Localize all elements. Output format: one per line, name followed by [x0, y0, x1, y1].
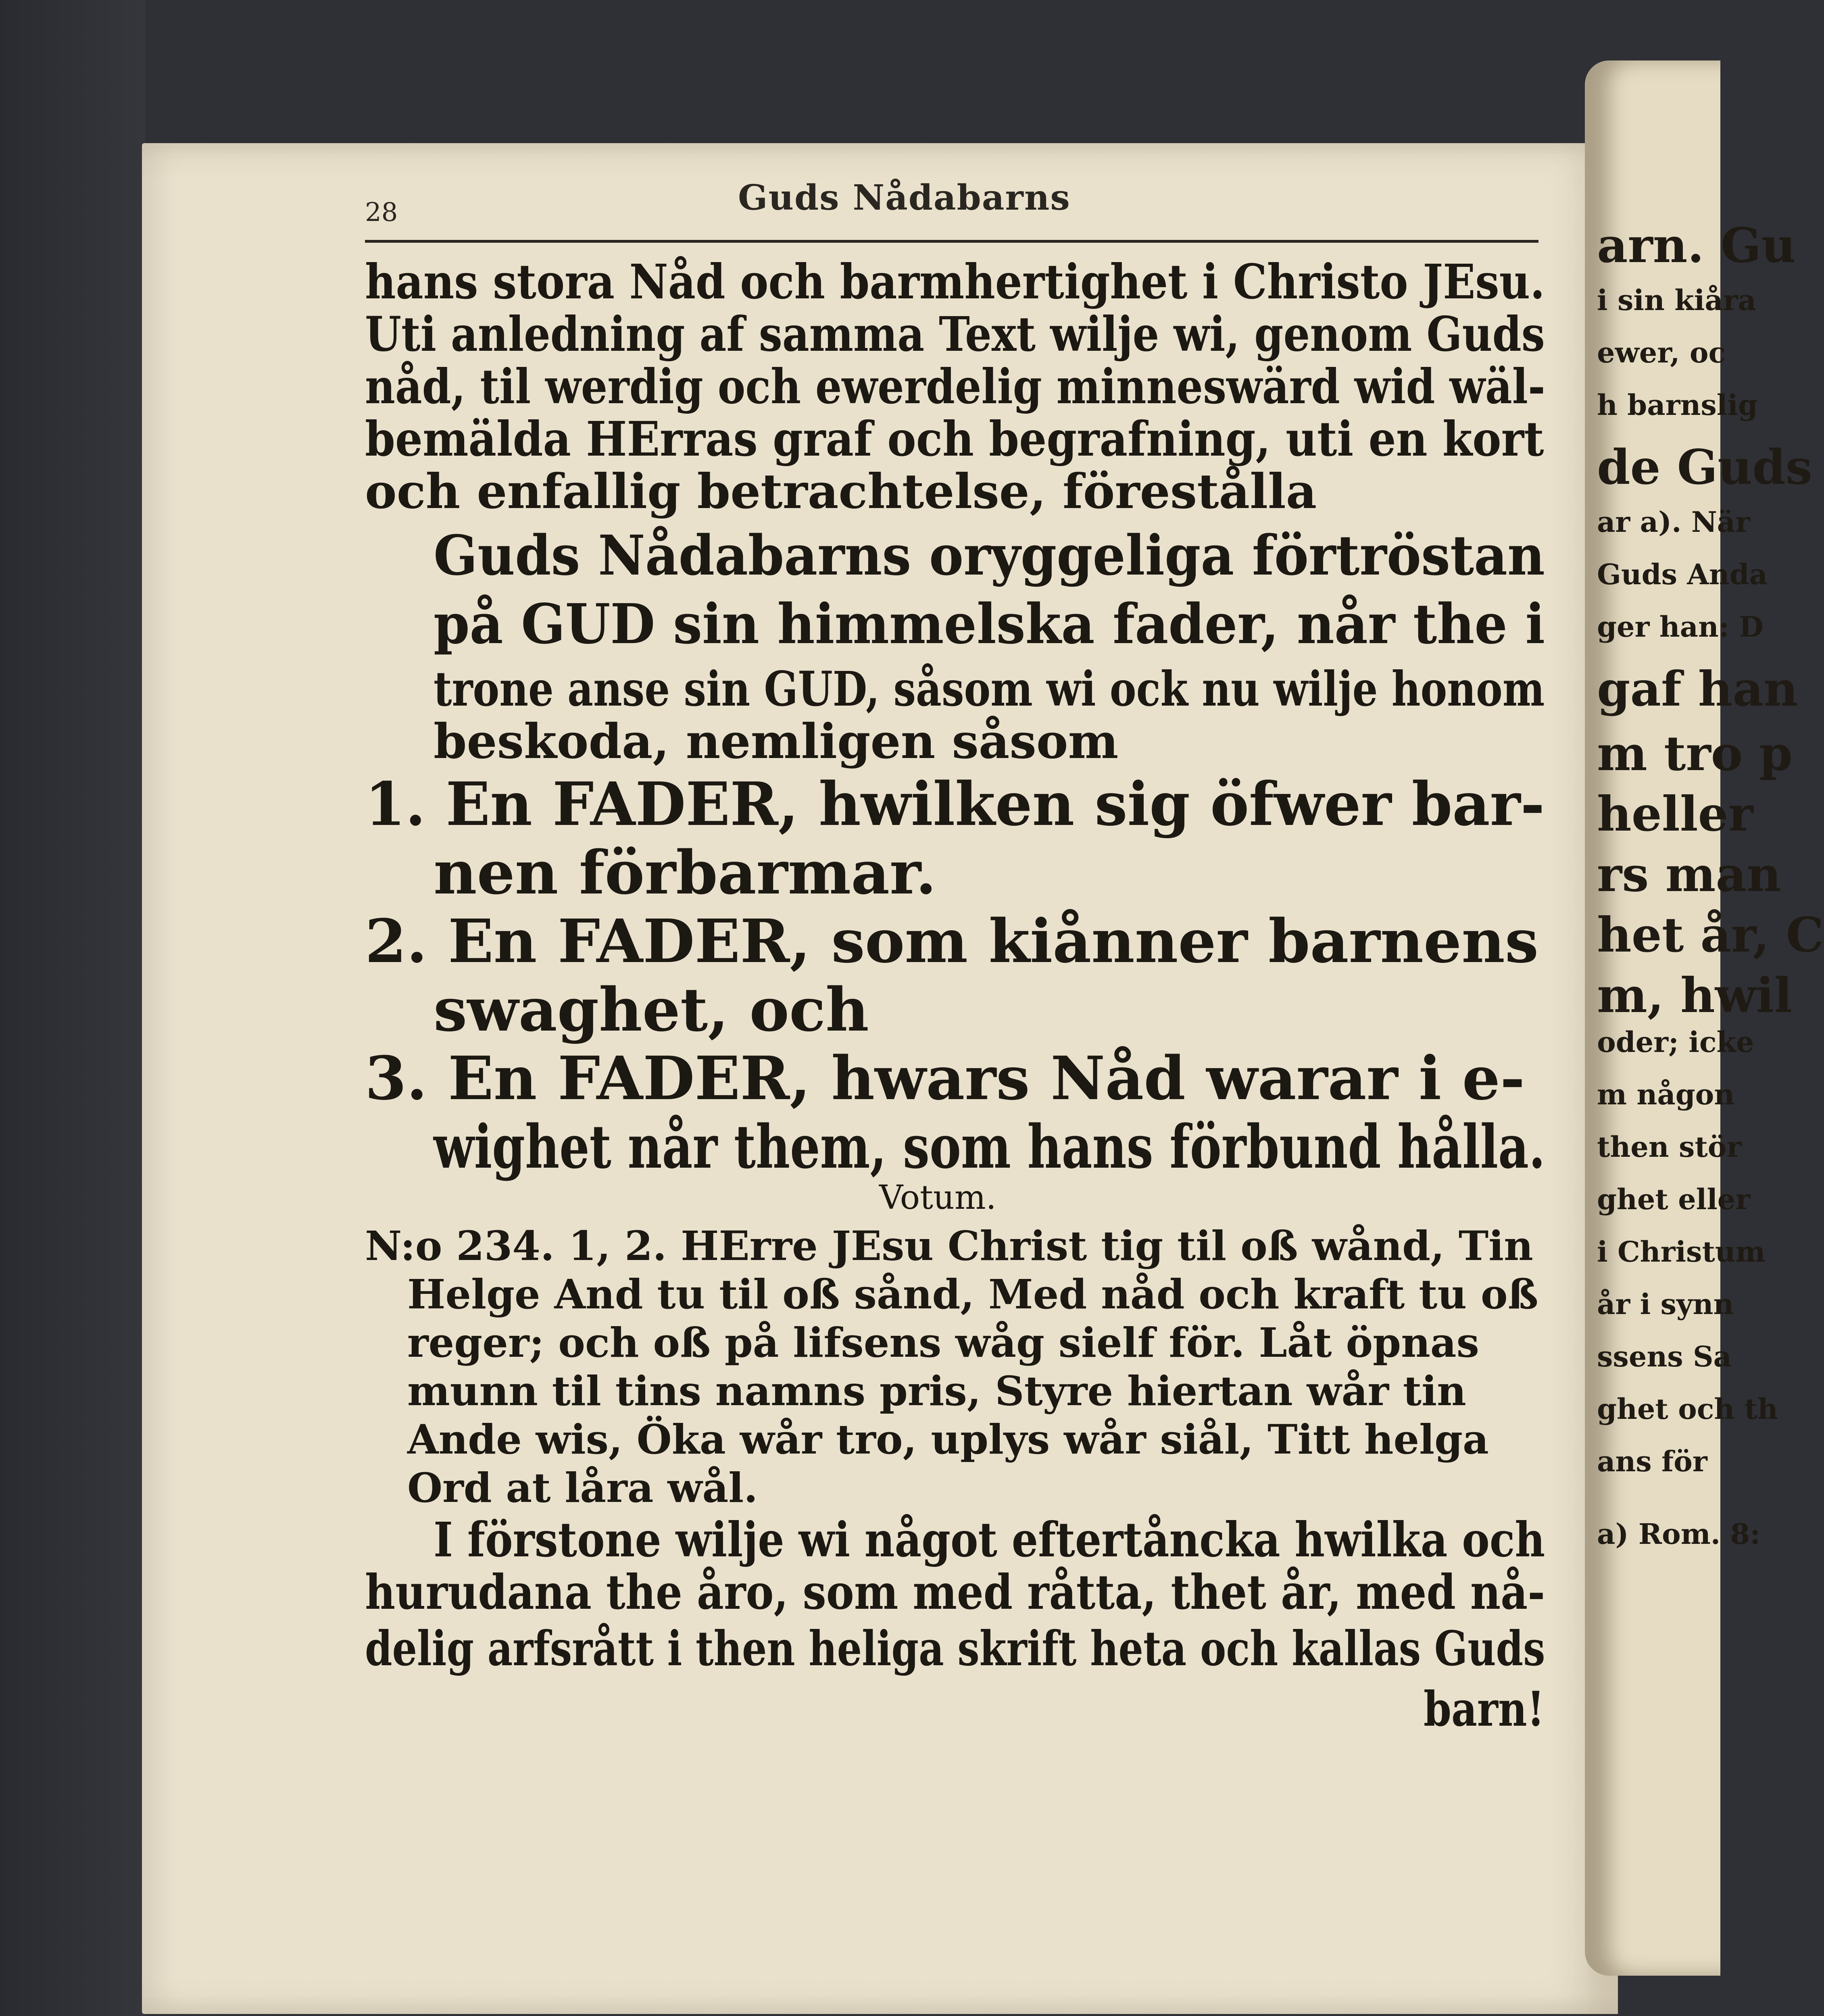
intro-line: Uti anledning af samma Text wilje wi, genom Guds: [365, 306, 1545, 362]
facing-fragment: ghet eller: [1597, 1183, 1751, 1216]
facing-fragment: år i synn: [1597, 1287, 1734, 1321]
verse-line: munn til tins namns pris, Styre hiertan wår tin: [407, 1367, 1466, 1415]
verse-line: reger; och oß på lifsens wåg sielf för. Låt öpnas: [407, 1319, 1479, 1366]
closing-line: hurudana the åro, som med råtta, thet år, med nå-: [365, 1564, 1545, 1620]
facing-fragment: m, hwil: [1597, 967, 1793, 1023]
facing-fragment: ar a). När: [1597, 505, 1751, 539]
theme-line: på GUD sin himmelska fader, når the i: [434, 592, 1545, 656]
closing-line: barn!: [1424, 1681, 1545, 1737]
facing-fragment: heller: [1597, 786, 1753, 842]
intro-line: nåd, til werdig och ewerdelig minneswärd wid wäl-: [365, 358, 1545, 414]
intro-line: bemälda HErras graf och begrafning, uti en kort: [365, 411, 1544, 467]
verse-line: Ande wis, Öka wår tro, uplys wår siål, Titt helga: [407, 1416, 1489, 1463]
votum-label: Votum.: [879, 1179, 996, 1217]
running-head: Guds Nådabarns: [738, 177, 1071, 218]
point-line: nen förbarmar.: [434, 837, 937, 908]
theme-line: beskoda, nemligen såsom: [434, 713, 1119, 769]
intro-line: och enfallig betrachtelse, förestålla: [365, 463, 1317, 519]
facing-fragment: ans för: [1597, 1445, 1707, 1478]
facing-fragment: then stör: [1597, 1130, 1742, 1164]
dark-background: [0, 0, 145, 2016]
closing-line: I förstone wilje wi något eftertåncka hwilka och: [434, 1512, 1545, 1568]
page-number: 28: [365, 198, 398, 227]
facing-fragment: het år, C: [1597, 907, 1824, 963]
theme-line: trone anse sin GUD, såsom wi ock nu wilje honom: [434, 661, 1545, 717]
facing-fragment: oder; icke: [1597, 1025, 1754, 1059]
book-page-right-partial: [1585, 60, 1824, 1976]
facing-fragment: m tro p: [1597, 725, 1793, 781]
point-line: 1. En FADER, hwilken sig öfwer bar-: [365, 769, 1545, 839]
facing-fragment: m någon: [1597, 1078, 1735, 1111]
closing-line: delig arfsrått i then heliga skrift heta och kallas Guds: [365, 1620, 1545, 1677]
facing-fragment: ssens Sa: [1597, 1340, 1732, 1373]
point-line: 2. En FADER, som kiånner barnens: [365, 906, 1539, 976]
verse-line: Ord at låra wål.: [407, 1464, 758, 1512]
facing-fragment: arn. Gu: [1597, 217, 1796, 273]
facing-fragment: de Guds: [1597, 439, 1813, 495]
facing-fragment: h barnslig: [1597, 388, 1758, 422]
facing-fragment: ger han: D: [1597, 610, 1764, 644]
facing-fragment: ghet och th: [1597, 1392, 1778, 1426]
facing-fragment: gaf han: [1597, 661, 1798, 717]
facing-fragment: i sin kiåra: [1597, 283, 1756, 317]
verse-line: Helge And tu til oß sånd, Med nåd och kraft tu oß: [407, 1270, 1538, 1318]
header-rule: [365, 240, 1538, 243]
facing-fragment-footnote: a) Rom. 8:: [1597, 1517, 1761, 1551]
point-line: swaghet, och: [434, 975, 869, 1045]
intro-line: hans stora Nåd och barmhertighet i Christo JEsu.: [365, 254, 1545, 310]
point-line: 3. En FADER, hwars Nåd warar i e-: [365, 1043, 1525, 1113]
facing-fragment: rs man: [1597, 846, 1781, 902]
facing-fragment: i Christum: [1597, 1235, 1766, 1268]
facing-fragment: Guds Anda: [1597, 558, 1768, 591]
theme-line: Guds Nådabarns oryggeliga förtröstan: [434, 523, 1545, 588]
facing-fragment: ewer, oc: [1597, 336, 1726, 369]
verse-line: N:o 234. 1, 2. HErre JEsu Christ tig til oß wånd, Tin: [365, 1222, 1533, 1270]
point-line: wighet når them, som hans förbund hålla.: [434, 1112, 1545, 1182]
